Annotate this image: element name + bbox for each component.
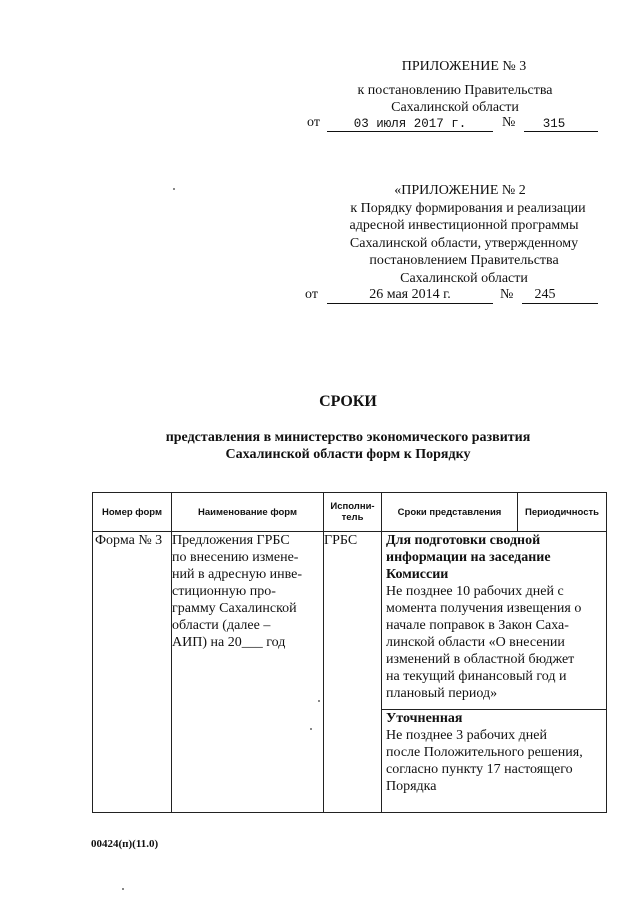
header-deadlines: Сроки представления [382, 493, 518, 532]
appendix-3-date-underline [327, 131, 493, 132]
form-name-line-1: Предложения ГРБС [172, 533, 290, 548]
form-name-line-3: ний в адресную инве- [172, 567, 303, 582]
appendix-2-line-5: Сахалинской области [400, 270, 528, 286]
deadline-1-line-1: Не позднее 10 рабочих дней с [386, 584, 564, 599]
header-form-name: Наименование форм [172, 493, 324, 532]
row-executor: ГРБС [324, 532, 382, 813]
deadline-1-line-6: на текущий финансовый год и [386, 669, 567, 684]
form-name-line-5: грамму Сахалинской [172, 601, 297, 616]
scan-speck [173, 188, 175, 190]
appendix-2-number-underline [522, 303, 598, 304]
appendix-2-date-underline [327, 303, 493, 304]
header-form-number: Номер форм [93, 493, 172, 532]
deadline-1-line-3: начале поправок в Закон Саха- [386, 618, 569, 633]
appendix-2-number-label: № [500, 287, 514, 302]
deadline-1-line-5: изменений в областной бюджет [386, 652, 575, 667]
scan-speck [310, 728, 312, 730]
appendix-3-number-label: № [502, 115, 516, 130]
appendix-2-line-2: адресной инвестиционной программы [349, 218, 579, 233]
form-name-line-7: АИП) на 20___ год [172, 635, 286, 650]
appendix-2-block [290, 182, 620, 287]
appendix-2-title: «ПРИЛОЖЕНИЕ № 2 [394, 183, 526, 198]
table-row [93, 532, 607, 710]
form-name-line-6: области (далее – [172, 618, 271, 633]
deadline-1-title-line-3: Комиссии [386, 567, 449, 582]
appendix-3-from-label: от [307, 115, 320, 130]
deadline-block-2 [382, 710, 607, 813]
form-name-line-2: по внесению измене- [172, 550, 299, 565]
form-name-line-4: стиционную про- [172, 584, 276, 599]
forms-deadlines-table [92, 492, 607, 813]
page-subtitle [0, 429, 640, 463]
page-title: СРОКИ [319, 393, 377, 410]
scan-speck [318, 700, 320, 702]
deadline-2-line-4: Порядка [386, 779, 437, 794]
appendix-3-title: ПРИЛОЖЕНИЕ № 3 [401, 59, 527, 74]
appendix-2-from-label: от [305, 287, 318, 302]
appendix-3-date: 03 июля 2017 г. [353, 117, 467, 131]
deadline-1-line-7: плановый период» [386, 686, 498, 701]
deadline-1-title-line-2: информации на заседание [386, 550, 551, 565]
header-executor-line-2: тель [341, 512, 364, 523]
appendix-3-block [290, 58, 620, 117]
page-subtitle-line-2: Сахалинской области форм к Порядку [225, 447, 471, 462]
deadline-2-line-1: Не позднее 3 рабочих дней [386, 728, 547, 743]
appendix-2-line-4: постановлением Правительства [369, 253, 559, 268]
deadline-1-line-2: момента получения извещения о [386, 601, 582, 616]
appendix-2-line-1: к Порядку формирования и реализации [350, 200, 586, 216]
document-code: 00424(п)(11.0) [91, 838, 159, 850]
appendix-2-date: 26 мая 2014 г. [369, 287, 451, 302]
deadline-2-line-3: согласно пункту 17 настоящего [386, 762, 573, 777]
appendix-2-line-3: Сахалинской области, утвержденному [349, 235, 579, 251]
appendix-3-number-underline [524, 131, 598, 132]
appendix-3-line-2: Сахалинской области [391, 100, 519, 115]
header-periodicity: Периодичность [518, 493, 607, 532]
deadline-2-line-2: после Положительного решения, [386, 745, 583, 760]
row-form-name [172, 532, 324, 813]
table-header-row [93, 493, 607, 532]
header-executor-line-1: Исполни- [330, 501, 375, 512]
appendix-3-number: 315 [542, 117, 566, 131]
deadline-1-line-4: линской области «О внесении [386, 635, 565, 650]
row-form-number: Форма № 3 [93, 532, 172, 813]
header-executor [324, 493, 382, 532]
appendix-3-line-1: к постановлению Правительства [357, 82, 553, 98]
appendix-2-number: 245 [534, 287, 556, 302]
deadline-1-title-line-1: Для подготовки сводной [386, 533, 541, 548]
deadline-block-1 [382, 532, 607, 710]
scan-speck [122, 888, 124, 890]
deadline-2-title: Уточненная [386, 711, 463, 726]
page-subtitle-line-1: представления в министерство экономического развития [165, 430, 531, 445]
